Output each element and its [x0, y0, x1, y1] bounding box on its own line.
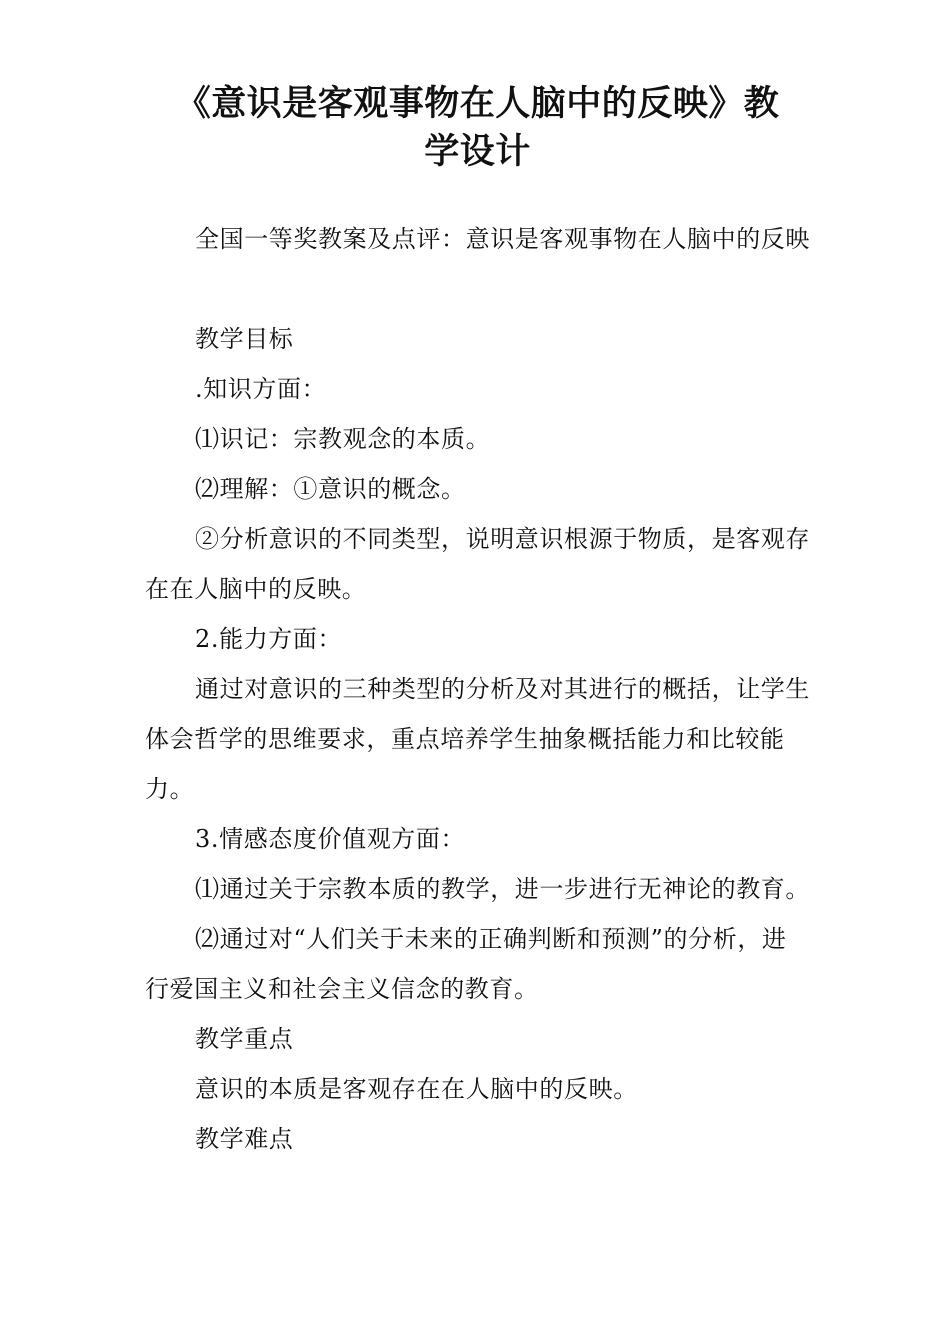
emotion-item-1: ⑴通过关于宗教本质的教学，进一步进行无神论的教育。 — [195, 875, 810, 903]
knowledge-item-1: ⑴识记：宗教观念的本质。 — [195, 425, 491, 453]
document-title — [145, 80, 810, 176]
heading-teaching-goals: 教学目标 — [195, 325, 294, 353]
title-line-2: 学设计 — [424, 132, 531, 172]
knowledge-item-2-sub: ②分析意识的不同类型，说明意识根源于物质，是客观存在在人脑中的反映。 — [145, 525, 810, 603]
heading-difficulties: 教学难点 — [195, 1125, 294, 1153]
heading-key-points: 教学重点 — [195, 1025, 294, 1053]
ability-paragraph: 通过对意识的三种类型的分析及对其进行的概括，让学生体会哲学的思维要求，重点培养学生抽象概括能力和比较能力。 — [145, 675, 810, 803]
intro-paragraph: 全国一等奖教案及点评：意识是客观事物在人脑中的反映 — [195, 225, 810, 253]
emotion-item-2: ⑵通过对“人们关于未来的正确判断和预测”的分析，进行爱国主义和社会主义信念的教育。 — [145, 925, 787, 1003]
knowledge-item-2: ⑵理解：①意识的概念。 — [195, 475, 466, 503]
blank-line — [145, 264, 810, 314]
document-body — [145, 214, 810, 1164]
heading-emotion-values: 3.情感态度价值观方面： — [195, 825, 466, 853]
document-page — [145, 80, 810, 1164]
heading-ability: 2.能力方面： — [195, 625, 343, 653]
heading-knowledge: .知识方面： — [195, 375, 327, 403]
key-points-paragraph: 意识的本质是客观存在在人脑中的反映。 — [195, 1075, 638, 1103]
title-line-1: 《意识是客观事物在人脑中的反映》教 — [175, 84, 780, 124]
